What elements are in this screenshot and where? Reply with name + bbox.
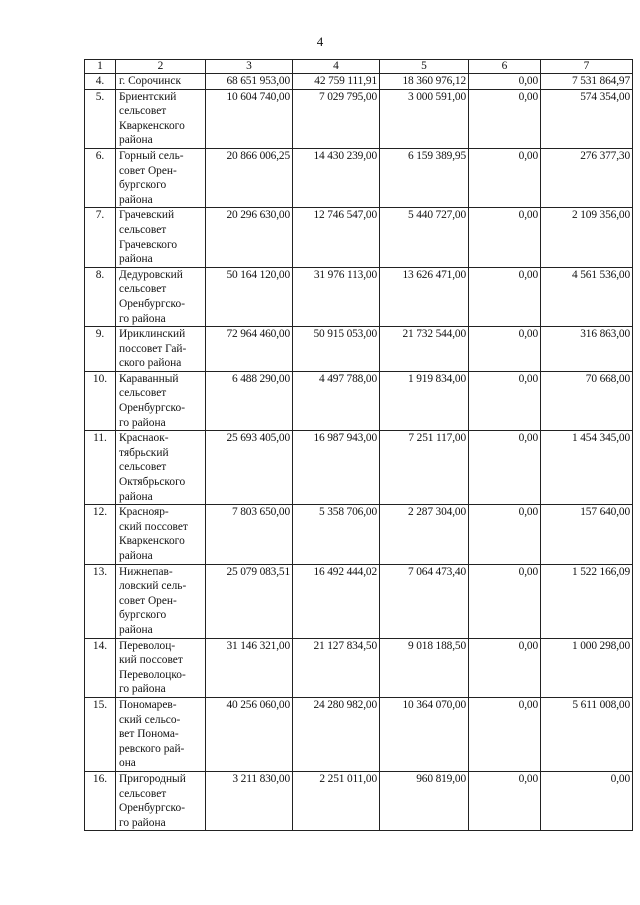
municipality-name-line: сельсовет	[119, 105, 167, 118]
column-5-value: 7 251 117,00	[380, 431, 469, 505]
column-6-value: 0,00	[469, 431, 541, 505]
column-4-value: 16 987 943,00	[293, 431, 380, 505]
column-4-value: 7 029 795,00	[293, 89, 380, 148]
row-number-cell: 12.	[85, 505, 116, 564]
municipality-name-line: Кваркенского	[119, 535, 185, 548]
column-4-value: 2 251 011,00	[293, 771, 380, 830]
municipality-name-line: г. Сорочинск	[119, 75, 181, 87]
row-number-cell: 7.	[85, 208, 116, 267]
municipality-name-line: сельсовет	[119, 787, 167, 800]
municipality-name-line: Оренбургско-	[119, 802, 185, 815]
column-4-value: 5 358 706,00	[293, 505, 380, 564]
column-7-value: 1 000 298,00	[541, 638, 633, 697]
municipality-name-line: Караванный	[119, 372, 179, 385]
column-6-value: 0,00	[469, 505, 541, 564]
table-row	[85, 327, 633, 372]
column-5-value: 5 440 727,00	[380, 208, 469, 267]
header-cell: 1	[85, 60, 116, 74]
column-6-value: 0,00	[469, 771, 541, 830]
municipality-name-cell	[116, 771, 206, 830]
column-5-value: 3 000 591,00	[380, 89, 469, 148]
column-6-value: 0,00	[469, 327, 541, 372]
column-3-value: 10 604 740,00	[206, 89, 293, 148]
municipality-name-line: ревского рай-	[119, 742, 185, 755]
row-number-cell: 9.	[85, 327, 116, 372]
column-6-value: 0,00	[469, 564, 541, 638]
column-3-value: 50 164 120,00	[206, 267, 293, 326]
row-number-cell: 13.	[85, 564, 116, 638]
row-number-cell: 10.	[85, 371, 116, 430]
column-5-value: 10 364 070,00	[380, 697, 469, 771]
municipality-name-line: она	[119, 757, 136, 770]
municipality-name-line: Краснояр-	[119, 506, 169, 519]
column-3-value: 6 488 290,00	[206, 371, 293, 430]
municipality-name-line: района	[119, 193, 153, 206]
municipality-name-line: Пономарев-	[119, 698, 177, 711]
column-5-value: 7 064 473,40	[380, 564, 469, 638]
municipality-name-line: Октябрьского	[119, 476, 186, 489]
column-4-value: 42 759 111,91	[293, 74, 380, 90]
row-number-cell: 14.	[85, 638, 116, 697]
municipality-name-cell	[116, 431, 206, 505]
table-row	[85, 371, 633, 430]
column-5-value: 6 159 389,95	[380, 148, 469, 207]
municipality-name-cell	[116, 505, 206, 564]
table-row	[85, 771, 633, 830]
municipality-name-line: Оренбургско-	[119, 402, 185, 415]
table-row	[85, 697, 633, 771]
table-row	[85, 267, 633, 326]
municipality-name-line: сельсовет	[119, 387, 167, 400]
municipality-name-line: ловский сель-	[119, 580, 187, 593]
budget-table	[84, 59, 633, 831]
column-5-value: 2 287 304,00	[380, 505, 469, 564]
table-row	[85, 431, 633, 505]
municipality-name-line: кий поссовет	[119, 654, 183, 667]
municipality-name-cell	[116, 327, 206, 372]
municipality-name-cell	[116, 148, 206, 207]
municipality-name-line: ский сельсо-	[119, 713, 181, 726]
municipality-name-line: поссовет Гай-	[119, 342, 187, 355]
column-6-value: 0,00	[469, 638, 541, 697]
table-row	[85, 74, 633, 90]
municipality-name-line: Бриентский	[119, 90, 177, 103]
table-row	[85, 148, 633, 207]
header-cell: 4	[293, 60, 380, 74]
municipality-name-cell	[116, 638, 206, 697]
municipality-name-line: совет Орен-	[119, 164, 177, 177]
municipality-name-line: вет Понома-	[119, 728, 179, 741]
column-4-value: 31 976 113,00	[293, 267, 380, 326]
municipality-name-cell	[116, 371, 206, 430]
municipality-name-line: бургского	[119, 609, 167, 622]
table-row	[85, 89, 633, 148]
municipality-name-line: района	[119, 490, 153, 503]
header-cell: 5	[380, 60, 469, 74]
municipality-name-line: ского района	[119, 357, 182, 370]
column-3-value: 3 211 830,00	[206, 771, 293, 830]
municipality-name-line: го района	[119, 416, 166, 429]
column-5-value: 9 018 188,50	[380, 638, 469, 697]
table-row	[85, 564, 633, 638]
column-4-value: 21 127 834,50	[293, 638, 380, 697]
column-5-value: 21 732 544,00	[380, 327, 469, 372]
municipality-name-cell	[116, 89, 206, 148]
column-7-value: 70 668,00	[541, 371, 633, 430]
column-7-value: 276 377,30	[541, 148, 633, 207]
column-6-value: 0,00	[469, 371, 541, 430]
municipality-name-line: совет Орен-	[119, 594, 177, 607]
column-7-value: 0,00	[541, 771, 633, 830]
column-3-value: 31 146 321,00	[206, 638, 293, 697]
row-number-cell: 5.	[85, 89, 116, 148]
column-3-value: 72 964 460,00	[206, 327, 293, 372]
table-body	[85, 60, 633, 831]
column-7-value: 7 531 864,97	[541, 74, 633, 90]
column-6-value: 0,00	[469, 208, 541, 267]
municipality-name-cell	[116, 564, 206, 638]
column-7-value: 157 640,00	[541, 505, 633, 564]
column-7-value: 574 354,00	[541, 89, 633, 148]
table-row	[85, 638, 633, 697]
municipality-name-line: ский поссовет	[119, 520, 188, 533]
municipality-name-line: Грачевского	[119, 238, 178, 251]
municipality-name-line: сельсовет	[119, 283, 167, 296]
column-3-value: 25 693 405,00	[206, 431, 293, 505]
column-5-value: 18 360 976,12	[380, 74, 469, 90]
column-7-value: 4 561 536,00	[541, 267, 633, 326]
municipality-name-line: тябрьский	[119, 446, 169, 459]
column-6-value: 0,00	[469, 74, 541, 90]
row-number-cell: 8.	[85, 267, 116, 326]
municipality-name-cell	[116, 267, 206, 326]
municipality-name-cell	[116, 697, 206, 771]
header-cell: 3	[206, 60, 293, 74]
municipality-name-line: го района	[119, 683, 166, 696]
table-row	[85, 505, 633, 564]
municipality-name-line: Дедуровский	[119, 268, 183, 281]
column-7-value: 2 109 356,00	[541, 208, 633, 267]
row-number-cell: 6.	[85, 148, 116, 207]
row-number-cell: 11.	[85, 431, 116, 505]
row-number-cell: 16.	[85, 771, 116, 830]
municipality-name-line: Ириклинский	[119, 328, 186, 341]
column-4-value: 4 497 788,00	[293, 371, 380, 430]
column-5-value: 960 819,00	[380, 771, 469, 830]
column-3-value: 20 866 006,25	[206, 148, 293, 207]
municipality-name-line: района	[119, 134, 153, 147]
table-header-row	[85, 60, 633, 74]
municipality-name-line: района	[119, 253, 153, 266]
row-number-cell: 4.	[85, 74, 116, 90]
column-3-value: 40 256 060,00	[206, 697, 293, 771]
municipality-name-line: района	[119, 550, 153, 562]
municipality-name-cell	[116, 208, 206, 267]
municipality-name-line: Кваркенского	[119, 119, 185, 132]
column-4-value: 12 746 547,00	[293, 208, 380, 267]
column-6-value: 0,00	[469, 148, 541, 207]
page-number: 4	[316, 34, 324, 49]
column-7-value: 5 611 008,00	[541, 697, 633, 771]
municipality-name-line: Нижнепав-	[119, 565, 173, 578]
column-4-value: 14 430 239,00	[293, 148, 380, 207]
municipality-name-line: бургского	[119, 179, 167, 192]
municipality-name-line: го района	[119, 816, 166, 829]
municipality-name-line: Переволоцко-	[119, 668, 186, 681]
municipality-name-line: Переволоц-	[119, 639, 176, 652]
table-row	[85, 208, 633, 267]
column-3-value: 7 803 650,00	[206, 505, 293, 564]
municipality-name-line: Краснаок-	[119, 432, 169, 445]
column-7-value: 316 863,00	[541, 327, 633, 372]
municipality-name-cell	[116, 74, 206, 90]
municipality-name-line: Грачевский	[119, 209, 175, 222]
header-cell: 2	[116, 60, 206, 74]
column-7-value: 1 454 345,00	[541, 431, 633, 505]
column-3-value: 20 296 630,00	[206, 208, 293, 267]
column-3-value: 25 079 083,51	[206, 564, 293, 638]
column-3-value: 68 651 953,00	[206, 74, 293, 90]
municipality-name-line: Горный сель-	[119, 149, 184, 162]
municipality-name-line: го района	[119, 312, 166, 325]
header-cell: 7	[541, 60, 633, 74]
column-4-value: 50 915 053,00	[293, 327, 380, 372]
column-4-value: 24 280 982,00	[293, 697, 380, 771]
column-6-value: 0,00	[469, 697, 541, 771]
column-5-value: 1 919 834,00	[380, 371, 469, 430]
column-6-value: 0,00	[469, 89, 541, 148]
column-5-value: 13 626 471,00	[380, 267, 469, 326]
municipality-name-line: Пригородный	[119, 772, 186, 785]
row-number-cell: 15.	[85, 697, 116, 771]
municipality-name-line: сельсовет	[119, 461, 167, 474]
column-4-value: 16 492 444,02	[293, 564, 380, 638]
column-7-value: 1 522 166,09	[541, 564, 633, 638]
municipality-name-line: района	[119, 623, 153, 636]
municipality-name-line: сельсовет	[119, 223, 167, 236]
column-6-value: 0,00	[469, 267, 541, 326]
municipality-name-line: Оренбургско-	[119, 297, 185, 310]
header-cell: 6	[469, 60, 541, 74]
